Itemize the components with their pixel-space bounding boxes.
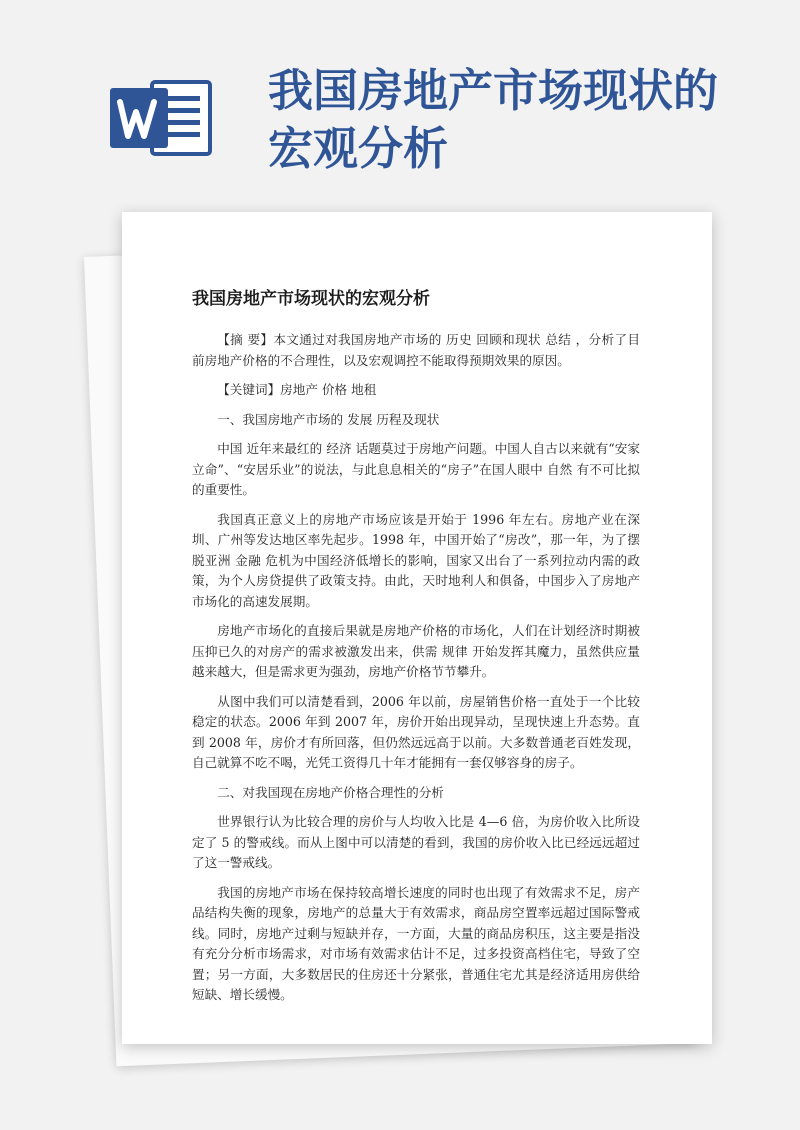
section-heading-1: 一、我国房地产市场的 发展 历程及现状	[217, 411, 440, 427]
banner-title: 我国房地产市场现状的宏观分析	[268, 64, 719, 175]
body-paragraph: 从图中我们可以清楚看到，2006 年以前，房屋销售价格一直处于一个比较稳定的状态。2006 年到 2007 年，房价开始出现异动，呈现快速上升态势。直到 2008 年，房价才有所回落，但仍然远远高于以前。大多数普通老百姓发现，自己就算不吃不喝，光凭工资得几十年才能拥有一套仅够容身的房子。	[192, 693, 640, 770]
body-paragraph: 中国 近年来最红的 经济 话题莫过于房地产问题。中国人自古以来就有“安家立命”、“安居乐业”的说法，与此息息相关的“房子”在国人眼中 自然 有不可比拟的重要性。	[192, 441, 640, 497]
document-title: 我国房地产市场现状的宏观分析	[192, 289, 430, 309]
document-page	[122, 212, 712, 1044]
body-paragraph: 我国真正意义上的房地产市场应该是开始于 1996 年左右。房地产业在深圳、广州等发达地区率先起步。1998 年，中国开始了“房改”，那一年，为了摆脱亚洲 金融 危机为中国经济低增长的影响，国家又出台了一系列拉动内需的政策，为个人房贷提供了政策支持。由此，天时地利人和俱备，中国步入了房地产市场化的高速发展期。	[192, 511, 640, 609]
banner	[0, 0, 800, 200]
body-paragraph: 世界银行认为比较合理的房价与人均收入比是 4—6 倍，为房价收入比所设定了 5 的警戒线。而从上图中可以清楚的看到，我国的房价收入比已经远远超过了这一警戒线。	[192, 814, 640, 870]
document-body	[192, 330, 640, 1015]
abstract-paragraph: 【摘 要】本文通过对我国房地产市场的 历史 回顾和现状 总结 ，分析了目前房地产价格的不合理性，以及宏观调控不能取得预期效果的原因。	[192, 332, 640, 368]
body-paragraph: 房地产市场化的直接后果就是房地产价格的市场化，人们在计划经济时期被压抑已久的对房产的需求被激发出来，供需 规律 开始发挥其魔力，虽然供应量越来越大，但是需求更为强劲，房地产价格节节攀升。	[192, 623, 640, 679]
word-document-icon	[108, 78, 214, 158]
section-heading-2: 二、对我国现在房地产价格合理性的分析	[217, 784, 444, 800]
body-paragraph: 我国的房地产市场在保持较高增长速度的同时也出现了有效需求不足，房产品结构失衡的现象，房地产的总量大于有效需求，商品房空置率远超过国际警戒线。同时，房地产过剩与短缺并存，一方面，大量的商品房积压，这主要是指没有充分分析市场需求，对市场有效需求估计不足，过多投资高档住宅，导致了空置；另一方面，大多数居民的住房还十分紧张，普通住宅尤其是经济适用房供给短缺、增长缓慢。	[192, 884, 640, 1002]
keywords-paragraph: 【关键词】房地产 价格 地租	[217, 382, 377, 397]
